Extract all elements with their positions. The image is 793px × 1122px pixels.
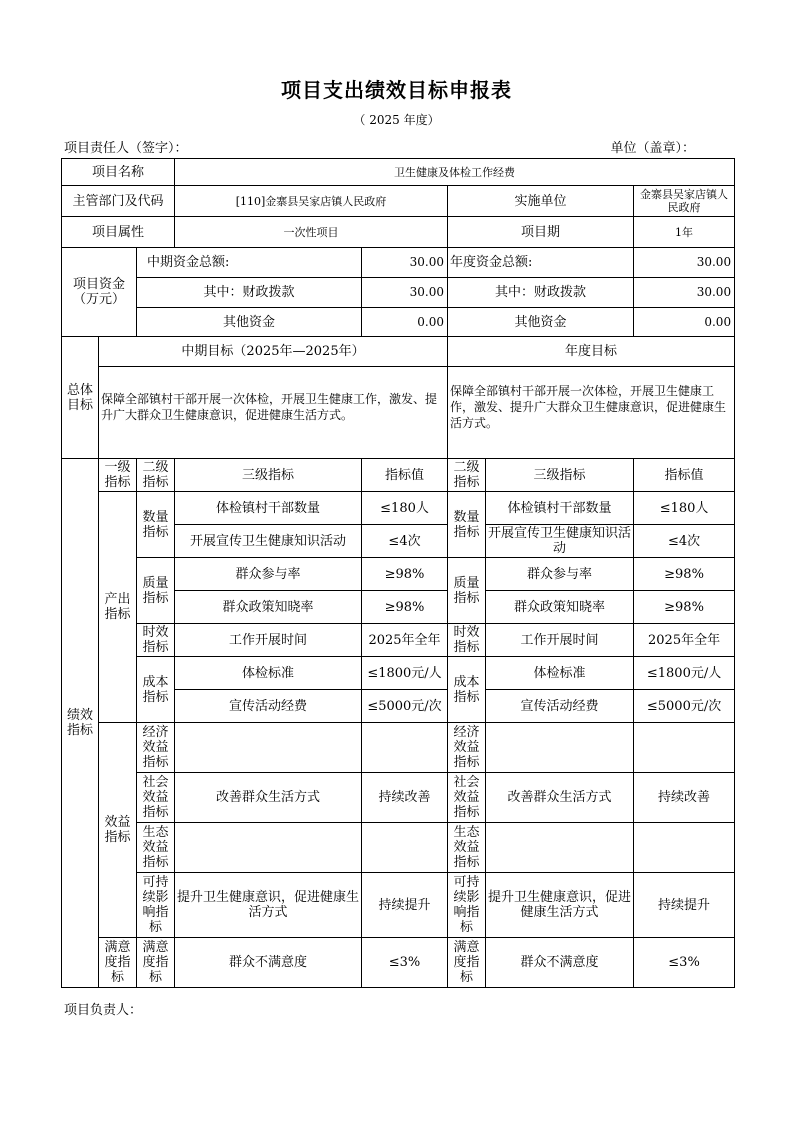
- annual-indicator-name: 改善群众生活方式: [486, 773, 634, 823]
- economic-benefit-label: 经济效益指标: [137, 723, 175, 773]
- annual-quantity-indicator-label: 数量指标: [448, 492, 486, 558]
- annual-indicator-name: 体检标准: [486, 657, 634, 690]
- indicator-name: 提升卫生健康意识，促进健康生活方式: [175, 873, 362, 938]
- annual-goal-text: 保障全部镇村干部开展一次体检，开展卫生健康工作，激发、提升广大群众卫生健康意识，促进健康生活方式。: [448, 367, 735, 459]
- quantity-indicator-label: 数量指标: [137, 492, 175, 558]
- funds-fiscal-row: [62, 278, 735, 308]
- mid-fiscal-value: 30.00: [362, 278, 448, 308]
- indicator-value: 持续改善: [362, 773, 448, 823]
- annual-indicator-value: ≤5000元/次: [634, 690, 735, 723]
- annual-value-header: 指标值: [634, 459, 735, 492]
- indicator-name: 群众参与率: [175, 558, 362, 591]
- annual-other-value: 0.00: [634, 308, 735, 337]
- performance-goal-table: [61, 158, 735, 988]
- indicator-name: 群众不满意度: [175, 938, 362, 988]
- annual-indicator-value: ≥98%: [634, 591, 735, 624]
- annual-indicator-value: 持续提升: [634, 873, 735, 938]
- annual-fiscal-value: 30.00: [634, 278, 735, 308]
- annual-indicator-name: [486, 823, 634, 873]
- indicator-value: 2025年全年: [362, 624, 448, 657]
- indicator-value: ≤180人: [362, 492, 448, 525]
- table-row: [62, 773, 735, 823]
- attribute-row: [62, 217, 735, 248]
- annual-indicator-value: ≤4次: [634, 525, 735, 558]
- attribute-value: 一次性项目: [175, 217, 448, 248]
- indicator-name: 工作开展时间: [175, 624, 362, 657]
- annual-cost-indicator-label: 成本指标: [448, 657, 486, 723]
- table-row: [62, 624, 735, 657]
- period-value: 1年: [634, 217, 735, 248]
- project-name-row: [62, 159, 735, 186]
- funds-total-row: [62, 248, 735, 278]
- table-row: [62, 558, 735, 591]
- social-benefit-label: 社会效益指标: [137, 773, 175, 823]
- annual-indicator-name: 群众参与率: [486, 558, 634, 591]
- attribute-label: 项目属性: [62, 217, 175, 248]
- table-row: [62, 938, 735, 988]
- department-label: 主管部门及代码: [62, 186, 175, 217]
- output-indicator-label: 产出指标: [99, 492, 137, 723]
- satisfaction-indicator-label: 满意度指标: [99, 938, 137, 988]
- mid-goal-text: 保障全部镇村干部开展一次体检，开展卫生健康工作，激发、提升广大群众卫生健康意识，促进健康生活方式。: [99, 367, 448, 459]
- indicator-name: 改善群众生活方式: [175, 773, 362, 823]
- annual-indicator-name: 提升卫生健康意识，促进健康生活方式: [486, 873, 634, 938]
- annual-economic-benefit-label: 经济效益指标: [448, 723, 486, 773]
- annual-fiscal-label: 其中：财政拨款: [448, 278, 634, 308]
- implementing-unit-value: 金寨县吴家店镇人民政府: [634, 186, 735, 217]
- mid-fiscal-label: 其中：财政拨款: [137, 278, 362, 308]
- indicator-value: ≤1800元/人: [362, 657, 448, 690]
- annual-indicator-value: [634, 823, 735, 873]
- mid-other-value: 0.00: [362, 308, 448, 337]
- satisfaction-subindicator-label: 满意度指标: [137, 938, 175, 988]
- annual-indicator-value: ≥98%: [634, 558, 735, 591]
- mid-total-label: 中期资金总额:: [137, 248, 362, 278]
- project-name-label: 项目名称: [62, 159, 175, 186]
- annual-indicator-name: 群众政策知晓率: [486, 591, 634, 624]
- annual-social-benefit-label: 社会效益指标: [448, 773, 486, 823]
- unit-seal-label: 单位（盖章）：: [610, 141, 695, 156]
- annual-indicator-value: [634, 723, 735, 773]
- annual-ecological-benefit-label: 生态效益指标: [448, 823, 486, 873]
- department-value: [110]金寨县吴家店镇人民政府: [175, 186, 448, 217]
- indicator-value: ≤5000元/次: [362, 690, 448, 723]
- table-row: [62, 823, 735, 873]
- annual-indicator-name: 工作开展时间: [486, 624, 634, 657]
- sustainable-impact-label: 可持续影响指标: [137, 873, 175, 938]
- annual-satisfaction-subindicator-label: 满意度指标: [448, 938, 486, 988]
- annual-total-label: 年度资金总额:: [448, 248, 634, 278]
- annual-time-indicator-label: 时效指标: [448, 624, 486, 657]
- indicator-name: 群众政策知晓率: [175, 591, 362, 624]
- overall-goal-label: 总体目标: [62, 337, 99, 459]
- annual-indicator-value: ≤1800元/人: [634, 657, 735, 690]
- level1-header: 一级指标: [99, 459, 137, 492]
- annual-indicator-name: 开展宣传卫生健康知识活动: [486, 525, 634, 558]
- mid-other-label: 其他资金: [137, 308, 362, 337]
- department-row: [62, 186, 735, 217]
- goals-header-row: [62, 337, 735, 367]
- benefit-indicator-label: 效益指标: [99, 723, 137, 938]
- mid-total-value: 30.00: [362, 248, 448, 278]
- indicator-name: 宣传活动经费: [175, 690, 362, 723]
- indicator-value: 持续提升: [362, 873, 448, 938]
- indicator-value: ≥98%: [362, 558, 448, 591]
- indicator-name: 体检镇村干部数量: [175, 492, 362, 525]
- annual-indicator-name: 群众不满意度: [486, 938, 634, 988]
- project-lead-label: 项目负责人：: [64, 1003, 143, 1018]
- implementing-unit-label: 实施单位: [448, 186, 634, 217]
- quality-indicator-label: 质量指标: [137, 558, 175, 624]
- indicator-name: 开展宣传卫生健康知识活动: [175, 525, 362, 558]
- value-header: 指标值: [362, 459, 448, 492]
- level2-header: 二级指标: [137, 459, 175, 492]
- indicator-header-row: [62, 459, 735, 492]
- indicator-name: [175, 723, 362, 773]
- annual-indicator-name: 宣传活动经费: [486, 690, 634, 723]
- annual-indicator-name: 体检镇村干部数量: [486, 492, 634, 525]
- funds-label: 项目资金（万元）: [62, 248, 137, 337]
- funds-other-row: [62, 308, 735, 337]
- indicator-value: [362, 823, 448, 873]
- annual-sustainable-impact-label: 可持续影响指标: [448, 873, 486, 938]
- annual-indicator-value: 持续改善: [634, 773, 735, 823]
- indicator-name: 体检标准: [175, 657, 362, 690]
- ecological-benefit-label: 生态效益指标: [137, 823, 175, 873]
- form-title: 项目支出绩效目标申报表: [281, 78, 512, 102]
- annual-level2-header: 二级指标: [448, 459, 486, 492]
- annual-quality-indicator-label: 质量指标: [448, 558, 486, 624]
- performance-indicator-label: 绩效指标: [62, 459, 99, 988]
- annual-indicator-value: ≤180人: [634, 492, 735, 525]
- table-row: [62, 723, 735, 773]
- table-row: [62, 873, 735, 938]
- annual-goal-header: 年度目标: [448, 337, 735, 367]
- annual-other-label: 其他资金: [448, 308, 634, 337]
- indicator-value: [362, 723, 448, 773]
- indicator-name: [175, 823, 362, 873]
- indicator-value: ≤3%: [362, 938, 448, 988]
- annual-indicator-value: ≤3%: [634, 938, 735, 988]
- responsible-signature-label: 项目责任人（签字）：: [64, 141, 188, 156]
- mid-goal-header: 中期目标（2025年—2025年）: [99, 337, 448, 367]
- annual-indicator-value: 2025年全年: [634, 624, 735, 657]
- project-name-value: 卫生健康及体检工作经费: [175, 159, 735, 186]
- table-row: [62, 492, 735, 525]
- fiscal-year: （ 2025 年度）: [353, 113, 440, 127]
- indicator-value: ≥98%: [362, 591, 448, 624]
- indicator-value: ≤4次: [362, 525, 448, 558]
- goals-text-row: [62, 367, 735, 459]
- period-label: 项目期: [448, 217, 634, 248]
- time-indicator-label: 时效指标: [137, 624, 175, 657]
- cost-indicator-label: 成本指标: [137, 657, 175, 723]
- table-row: [62, 657, 735, 690]
- annual-level3-header: 三级指标: [486, 459, 634, 492]
- annual-indicator-name: [486, 723, 634, 773]
- annual-total-value: 30.00: [634, 248, 735, 278]
- level3-header: 三级指标: [175, 459, 362, 492]
